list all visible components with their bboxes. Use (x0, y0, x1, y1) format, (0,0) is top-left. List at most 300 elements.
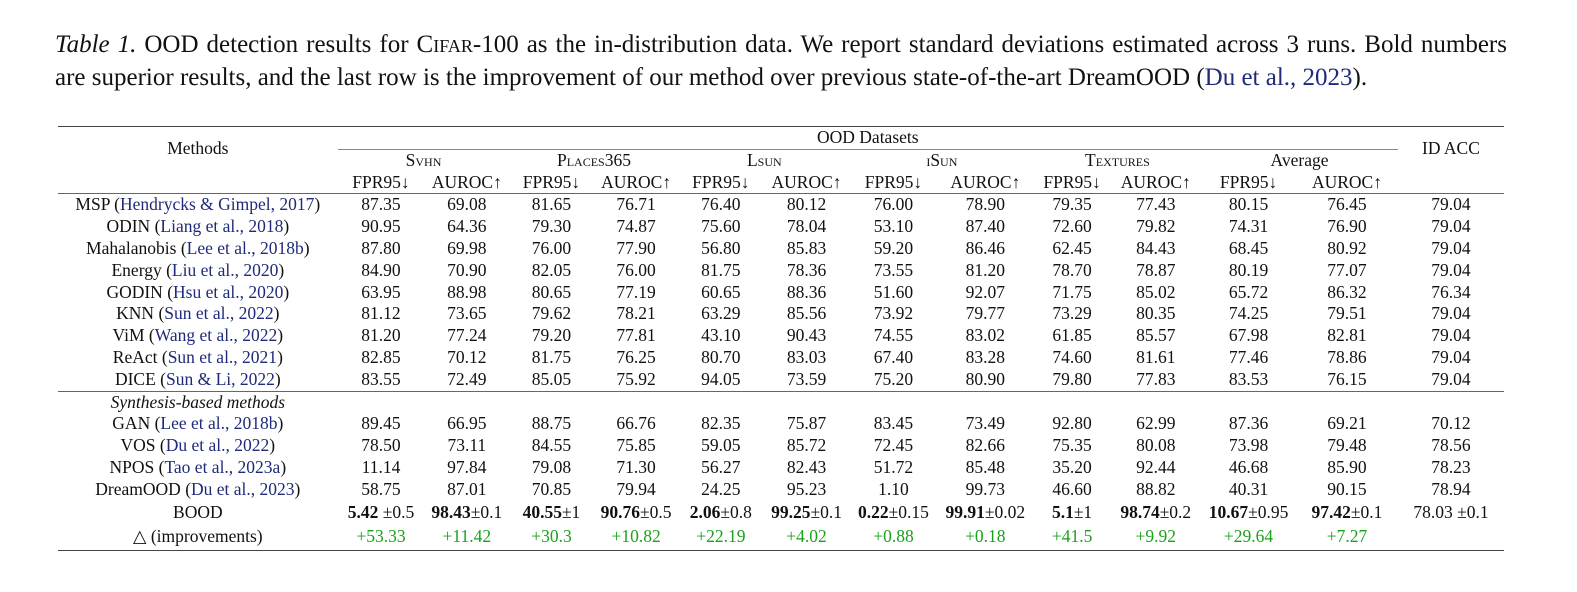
metric-value: 70.12 (447, 346, 487, 367)
method-citation-link[interactable]: Sun et al., 2022 (164, 303, 274, 324)
method-label: DreamOOD (95, 478, 181, 499)
metric-value: 77.07 (1327, 259, 1367, 280)
id-acc-value: 79.04 (1431, 259, 1471, 280)
metric-value: 79.51 (1327, 303, 1367, 324)
method-citation-link[interactable]: Wang et al., 2022 (154, 325, 278, 346)
bood-std: ±1 (561, 501, 581, 522)
method-citation-link[interactable]: Lee et al., 2018b (186, 237, 304, 258)
method-citation-link[interactable]: Lee et al., 2018b (160, 413, 278, 434)
metric-value: 74.60 (1052, 346, 1092, 367)
metric-value: 79.80 (1052, 368, 1092, 389)
improvement-value: +10.82 (594, 525, 679, 551)
metric-value: 40.31 (1228, 478, 1269, 499)
metric-value: 89.45 (361, 413, 401, 434)
metric-value: 92.07 (965, 281, 1005, 302)
metric-value: 75.92 (616, 368, 656, 389)
bood-metric-value (1201, 501, 1296, 525)
bood-metric-value (937, 501, 1034, 525)
metric-value: 85.57 (1136, 325, 1176, 346)
metric-value: 63.95 (361, 281, 401, 302)
metric-value: 73.65 (447, 303, 487, 324)
metric-value: 73.92 (873, 303, 914, 324)
metric-value: 82.85 (361, 346, 401, 367)
metric-value: 82.81 (1327, 325, 1367, 346)
improvement-value: +7.27 (1296, 525, 1398, 551)
method-label: DICE (114, 368, 156, 389)
metric-value: 79.08 (531, 456, 572, 477)
caption-text-middle: as the in-distribution data. We report standard deviations estimated across 3 runs. Bold numbers are superior results, and the last row is the improvement of our method over previous state-of-the-art DreamOOD ( (55, 31, 1507, 91)
metric-value: 77.43 (1110, 194, 1201, 216)
metric-header-fpr95: FPR95↓ (1043, 171, 1101, 192)
bood-metric-value (594, 501, 679, 525)
metric-value: 76.15 (1327, 368, 1367, 389)
metric-value: 81.65 (509, 194, 593, 216)
metric-value: 83.53 (1228, 368, 1269, 389)
bood-mean: 99.91 (945, 501, 985, 522)
method-label: NPOS (109, 456, 155, 477)
method-label: ReAct (112, 346, 158, 367)
table-row (58, 413, 1504, 435)
metric-value: 81.75 (701, 259, 741, 280)
metric-value: 80.92 (1327, 237, 1367, 258)
metric-value: 72.49 (447, 368, 487, 389)
metric-value: 59.05 (701, 435, 741, 456)
bood-std: ±0.5 (640, 501, 672, 522)
dataset-header-textures: Textures (1085, 149, 1150, 170)
metric-value: 99.73 (965, 478, 1005, 499)
bood-std: ±0.02 (984, 501, 1026, 522)
bood-mean: 10.67 (1208, 501, 1249, 522)
metric-value: 85.05 (531, 368, 572, 389)
bood-mean: 40.55 (522, 501, 562, 522)
metric-blank-cell (58, 172, 338, 194)
id-acc-value: 79.04 (1431, 237, 1471, 258)
metric-value: 72.45 (873, 435, 914, 456)
bood-id-acc: 78.03 ±0.1 (1413, 501, 1489, 522)
metric-value: 62.99 (1136, 413, 1176, 434)
methods-header: Methods (58, 127, 338, 172)
metric-value: 90.43 (786, 325, 827, 346)
metric-value: 76.71 (594, 194, 679, 216)
bood-std: ±0.1 (470, 501, 503, 522)
table-row (58, 479, 1504, 501)
method-name: NPOS (Tao et al., 2023a) (109, 456, 287, 477)
metric-value: 63.29 (701, 303, 741, 324)
metric-value: 86.46 (965, 237, 1005, 258)
metric-value: 72.60 (1052, 216, 1092, 237)
improvement-value: +0.18 (937, 525, 1034, 551)
metric-value: 73.29 (1052, 303, 1092, 324)
metric-value: 81.20 (965, 259, 1005, 280)
metric-value: 78.86 (1327, 346, 1367, 367)
metric-value: 79.35 (1034, 194, 1111, 216)
bood-metric-value (850, 501, 937, 525)
bood-std: ±0.1 (810, 501, 842, 522)
method-citation-link[interactable]: Liu et al., 2020 (171, 259, 279, 280)
id-acc-value: 79.04 (1431, 368, 1471, 389)
table-row (58, 303, 1504, 325)
metric-header-auroc: AUROC↑ (1120, 171, 1191, 192)
bood-mean: 5.42 (347, 501, 379, 522)
id-acc-value: 79.04 (1431, 346, 1471, 367)
metric-value: 79.82 (1136, 216, 1176, 237)
header-row-metrics (58, 172, 1504, 194)
dataset-header-svhn: Svhn (405, 149, 442, 170)
table-row (58, 347, 1504, 369)
metric-value: 75.35 (1052, 435, 1092, 456)
bood-metric-value (1296, 501, 1398, 525)
bood-method-name: BOOD (173, 501, 223, 522)
metric-value: 60.65 (701, 281, 741, 302)
improvement-value: +11.42 (424, 525, 509, 551)
metric-value: 78.50 (361, 435, 401, 456)
metric-value: 51.60 (873, 281, 914, 302)
table-row (58, 282, 1504, 304)
id-acc-value: 78.56 (1431, 435, 1471, 456)
metric-value: 53.10 (873, 216, 914, 237)
caption-label: Table 1. (55, 31, 137, 58)
metric-value: 86.32 (1327, 281, 1367, 302)
metric-value: 58.75 (361, 478, 401, 499)
method-citation-link[interactable]: Tao et al., 2023a (164, 456, 281, 477)
metric-value: 77.90 (616, 237, 656, 258)
metric-value: 78.87 (1136, 259, 1176, 280)
method-label: ODIN (106, 216, 151, 237)
metric-value: 70.90 (447, 259, 487, 280)
bood-mean: 2.06 (689, 501, 721, 522)
metric-value: 78.90 (937, 194, 1034, 216)
id-acc-value: 79.04 (1398, 194, 1504, 216)
metric-value: 70.85 (531, 478, 572, 499)
metric-value: 90.95 (361, 216, 401, 237)
metric-value: 82.66 (965, 435, 1005, 456)
improvement-value: +0.88 (850, 525, 937, 551)
metric-value: 92.80 (1052, 413, 1092, 434)
caption-dataset-name: Cifar-100 (416, 31, 519, 58)
metric-value: 85.72 (786, 435, 827, 456)
caption-citation-link[interactable]: Du et al., 2023 (1204, 64, 1353, 91)
method-name: GODIN (Hsu et al., 2020) (106, 281, 290, 302)
metric-value: 59.20 (873, 237, 914, 258)
bood-row (58, 501, 1504, 525)
metric-value: 78.21 (616, 303, 656, 324)
metric-header-auroc: AUROC↑ (431, 171, 502, 192)
metric-value: 66.76 (616, 413, 656, 434)
method-citation-link[interactable]: Du et al., 2022 (165, 435, 270, 456)
metric-value: 77.24 (447, 325, 487, 346)
method-label: ViM (112, 325, 145, 346)
improvement-row (58, 525, 1504, 551)
metric-value: 79.77 (965, 303, 1005, 324)
metric-value: 83.45 (873, 413, 914, 434)
metric-value: 62.45 (1052, 237, 1092, 258)
synthesis-section-fill (338, 391, 1504, 413)
metric-value: 73.59 (786, 368, 827, 389)
id-acc-header: ID ACC (1398, 127, 1504, 172)
method-name: DreamOOD (Du et al., 2023) (95, 478, 301, 499)
metric-value: 81.75 (531, 346, 572, 367)
metric-value: 78.70 (1052, 259, 1092, 280)
metric-value: 74.55 (873, 325, 914, 346)
dataset-header-places365: Places365 (556, 149, 631, 170)
bood-metric-value (763, 501, 850, 525)
metric-value: 83.02 (965, 325, 1005, 346)
bood-metric-value (338, 501, 425, 525)
metric-value: 1.10 (878, 478, 909, 499)
metric-value: 76.45 (1296, 194, 1398, 216)
metric-value: 75.87 (786, 413, 827, 434)
metric-blank-cell (1398, 172, 1504, 194)
ood-datasets-header: OOD Datasets (338, 127, 1398, 150)
bood-mean: 0.22 (858, 501, 889, 522)
metric-value: 76.25 (616, 346, 656, 367)
metric-value: 82.35 (701, 413, 741, 434)
method-citation-link[interactable]: Liang et al., 2018 (160, 216, 284, 237)
metric-value: 64.36 (447, 216, 487, 237)
metric-value: 46.68 (1228, 456, 1269, 477)
metric-value: 71.30 (616, 456, 656, 477)
id-acc-value: 79.04 (1431, 325, 1471, 346)
metric-value: 46.60 (1052, 478, 1092, 499)
bood-mean: 97.42 (1311, 501, 1351, 522)
metric-header-auroc: AUROC↑ (771, 171, 842, 192)
metric-value: 74.87 (616, 216, 656, 237)
header-row-1 (58, 127, 1504, 150)
metric-value: 80.90 (965, 368, 1005, 389)
metric-value: 79.30 (531, 216, 572, 237)
metric-value: 87.36 (1228, 413, 1269, 434)
metric-value: 87.35 (338, 194, 425, 216)
metric-value: 87.40 (965, 216, 1005, 237)
dataset-header-isun: iSun (926, 149, 958, 170)
method-name: KNN (Sun et al., 2022) (116, 303, 280, 324)
metric-header-auroc: AUROC↑ (950, 171, 1021, 192)
metric-value: 76.00 (850, 194, 937, 216)
bood-std: ±0.5 (378, 501, 415, 522)
metric-value: 81.61 (1136, 346, 1176, 367)
synthesis-section-label: Synthesis-based methods (58, 391, 338, 413)
metric-value: 82.43 (786, 456, 827, 477)
metric-value: 84.55 (531, 435, 572, 456)
id-acc-value: 76.34 (1431, 281, 1471, 302)
bood-std: ±0.8 (720, 501, 752, 522)
metric-value: 66.95 (447, 413, 487, 434)
method-name: ViM (Wang et al., 2022) (112, 325, 284, 346)
method-citation-link[interactable]: Hendrycks & Gimpel, 2017 (120, 194, 315, 215)
metric-value: 73.98 (1228, 435, 1269, 456)
metric-value: 76.00 (616, 259, 656, 280)
metric-value: 81.20 (361, 325, 401, 346)
metric-value: 74.31 (1228, 216, 1269, 237)
id-acc-value: 79.04 (1431, 303, 1471, 324)
metric-value: 90.15 (1327, 478, 1367, 499)
table-caption (55, 28, 1507, 94)
metric-value: 73.55 (873, 259, 914, 280)
metric-value: 73.49 (965, 413, 1005, 434)
metric-header-auroc: AUROC↑ (601, 171, 672, 192)
table-row (58, 194, 1504, 216)
metric-value: 82.05 (531, 259, 572, 280)
metric-value: 80.19 (1228, 259, 1269, 280)
improvement-value: +9.92 (1110, 525, 1201, 551)
metric-value: 79.48 (1327, 435, 1367, 456)
metric-header-fpr95: FPR95↓ (692, 171, 750, 192)
method-label: VOS (120, 435, 156, 456)
metric-value: 78.36 (786, 259, 827, 280)
metric-value: 24.25 (701, 478, 741, 499)
method-name: ReAct (Sun et al., 2021) (112, 346, 283, 367)
metric-value: 80.12 (763, 194, 850, 216)
metric-header-fpr95: FPR95↓ (1219, 171, 1278, 192)
metric-value: 69.08 (424, 194, 509, 216)
bood-std: ±0.15 (888, 501, 929, 522)
table-row (58, 216, 1504, 238)
metric-value: 84.43 (1136, 237, 1176, 258)
method-label: KNN (116, 303, 155, 324)
bood-mean: 98.74 (1120, 501, 1160, 522)
method-name: Energy (Liu et al., 2020) (111, 259, 285, 280)
metric-value: 85.02 (1136, 281, 1176, 302)
metric-value: 88.36 (786, 281, 827, 302)
metric-value: 83.55 (361, 368, 401, 389)
metric-value: 68.45 (1228, 237, 1269, 258)
table-row (58, 457, 1504, 479)
bood-metric-value (509, 501, 593, 525)
metric-value: 76.40 (679, 194, 763, 216)
metric-value: 76.00 (531, 237, 572, 258)
metric-value: 97.84 (447, 456, 487, 477)
improvement-value: +29.64 (1201, 525, 1296, 551)
metric-value: 83.03 (786, 346, 827, 367)
metric-value: 75.85 (616, 435, 656, 456)
improvement-value: +53.33 (338, 525, 425, 551)
bood-std: ±0.95 (1248, 501, 1289, 522)
metric-value: 85.56 (786, 303, 827, 324)
bood-mean: 90.76 (600, 501, 641, 522)
method-citation-link[interactable]: Hsu et al., 2020 (173, 281, 284, 302)
bood-metric-value (1110, 501, 1201, 525)
metric-value: 56.80 (701, 237, 741, 258)
metric-value: 69.98 (447, 237, 487, 258)
metric-value: 67.98 (1228, 325, 1269, 346)
caption-text-before: OOD detection results for (136, 31, 417, 58)
id-acc-value: 79.04 (1431, 216, 1471, 237)
improvement-value: +4.02 (763, 525, 850, 551)
method-name: ODIN (Liang et al., 2018) (106, 216, 290, 237)
method-label: GAN (112, 413, 151, 434)
metric-value: 77.83 (1136, 368, 1176, 389)
metric-value: 87.80 (361, 237, 401, 258)
metric-value: 71.75 (1052, 281, 1092, 302)
metric-value: 95.23 (786, 478, 827, 499)
method-citation-link[interactable]: Sun et al., 2021 (167, 346, 278, 367)
metric-value: 61.85 (1052, 325, 1092, 346)
metric-value: 80.08 (1136, 435, 1176, 456)
method-label: Energy (111, 259, 162, 280)
metric-value: 85.48 (965, 456, 1005, 477)
method-name: MSP (Hendrycks & Gimpel, 2017) (58, 194, 338, 216)
metric-value: 69.21 (1327, 413, 1367, 434)
metric-header-fpr95: FPR95↓ (352, 171, 410, 192)
metric-value: 88.82 (1136, 478, 1176, 499)
table-row (58, 435, 1504, 457)
improvement-label: △ (improvements) (58, 525, 338, 551)
metric-value: 81.12 (361, 303, 401, 324)
metric-header-fpr95: FPR95↓ (522, 171, 581, 192)
metric-value: 11.14 (361, 456, 401, 477)
results-table (58, 126, 1504, 551)
metric-value: 56.27 (701, 456, 741, 477)
table-row (58, 325, 1504, 347)
table-row (58, 238, 1504, 260)
method-name: Mahalanobis (Lee et al., 2018b) (86, 237, 310, 258)
method-name: VOS (Du et al., 2022) (120, 435, 276, 456)
bood-metric-value (424, 501, 509, 525)
metric-value: 83.28 (965, 346, 1005, 367)
metric-value: 85.83 (786, 237, 827, 258)
metric-value: 73.11 (447, 435, 487, 456)
dataset-header-lsun: Lsun (746, 149, 782, 170)
metric-value: 78.04 (786, 216, 827, 237)
metric-value: 74.25 (1228, 303, 1269, 324)
metric-value: 80.65 (531, 281, 572, 302)
metric-value: 77.81 (616, 325, 656, 346)
improvement-blank (1398, 525, 1504, 551)
metric-value: 77.46 (1228, 346, 1269, 367)
caption-text-after: ). (1352, 64, 1368, 91)
metric-value: 84.90 (361, 259, 401, 280)
metric-header-fpr95: FPR95↓ (864, 171, 923, 192)
bood-mean: 98.43 (431, 501, 471, 522)
metric-value: 35.20 (1052, 456, 1092, 477)
metric-value: 79.94 (616, 478, 656, 499)
id-acc-value: 70.12 (1431, 413, 1471, 434)
table-row (58, 260, 1504, 282)
id-acc-value: 78.23 (1431, 456, 1471, 477)
metric-value: 88.75 (531, 413, 572, 434)
metric-value: 79.20 (531, 325, 572, 346)
metric-value: 77.19 (616, 281, 656, 302)
metric-value: 80.70 (701, 346, 741, 367)
id-acc-value: 78.94 (1431, 478, 1471, 499)
method-name: GAN (Lee et al., 2018b) (112, 413, 284, 434)
synthesis-section-row (58, 391, 1504, 413)
improvement-value: +30.3 (509, 525, 593, 551)
metric-header-auroc: AUROC↑ (1311, 171, 1382, 192)
method-citation-link[interactable]: Du et al., 2023 (191, 478, 295, 499)
method-citation-link[interactable]: Sun & Li, 2022 (165, 368, 275, 389)
bood-metric-value (1034, 501, 1111, 525)
metric-value: 88.98 (447, 281, 487, 302)
bood-std: ±1 (1073, 501, 1093, 522)
bood-metric-value (679, 501, 763, 525)
bood-mean: 99.25 (771, 501, 811, 522)
table-caption-block (55, 28, 1507, 94)
metric-value: 92.44 (1136, 456, 1176, 477)
metric-value: 75.60 (701, 216, 741, 237)
method-label: MSP (75, 194, 110, 215)
method-name: DICE (Sun & Li, 2022) (114, 368, 281, 389)
dataset-header-average: Average (1270, 149, 1329, 170)
table-row (58, 369, 1504, 391)
bood-std: ±0.2 (1159, 501, 1192, 522)
method-label: GODIN (106, 281, 163, 302)
metric-value: 67.40 (873, 346, 914, 367)
improvement-value: +22.19 (679, 525, 763, 551)
metric-value: 51.72 (873, 456, 914, 477)
improvement-value: +41.5 (1034, 525, 1111, 551)
metric-value: 87.01 (447, 478, 487, 499)
